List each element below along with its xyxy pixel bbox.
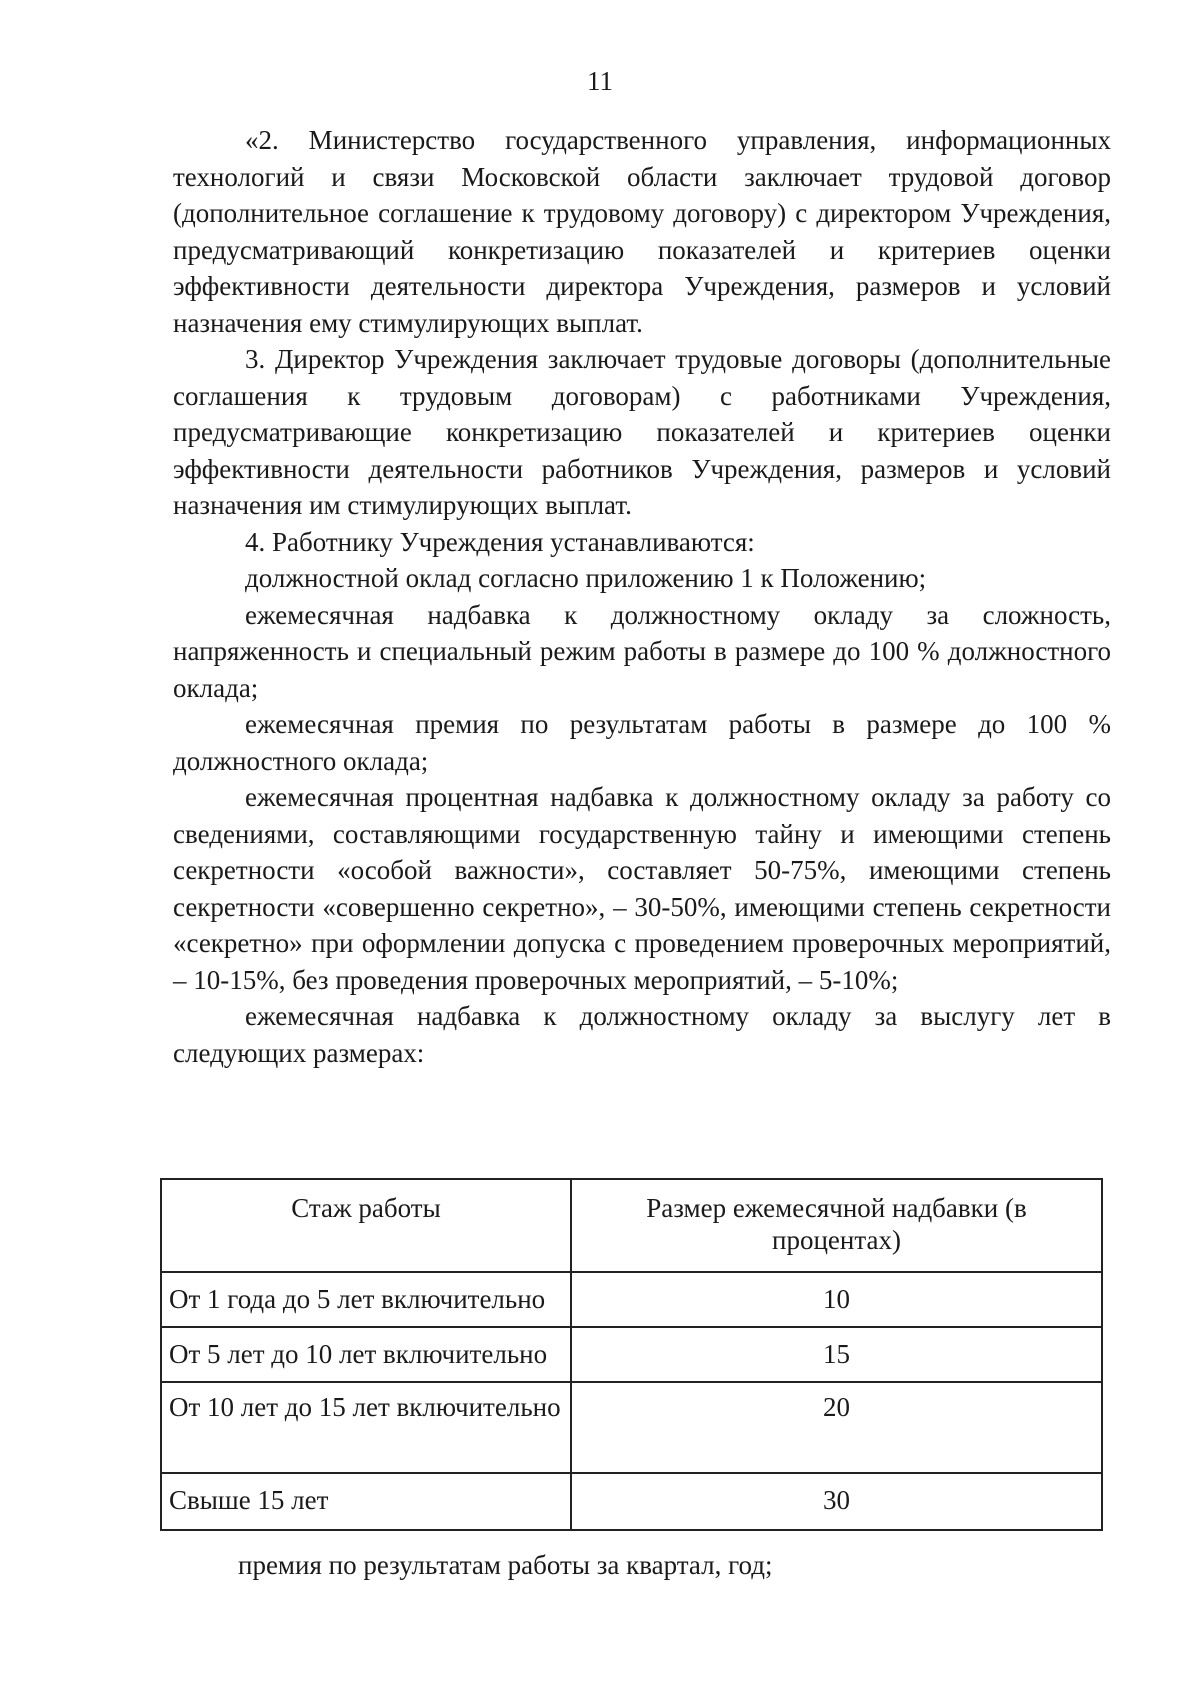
paragraph-item-3: 3. Директор Учреждения заключает трудовые договоры (дополнительные соглашения к трудовым договорам) с работниками Учреждения, предусматривающие конкретизацию показателей и критериев оценки эффективности деятельности работников Учреждения, размеров и условий назначения им стимулирующих выплат. [173,344,1111,520]
paragraph-complexity-allowance: ежемесячная надбавка к должностному окладу за сложность, напряженность и специальный режим работы в размере до 100 % должностного оклада; [173,599,1111,703]
table-row [161,1382,1102,1473]
table-header-experience: Стаж работы [161,1179,571,1272]
paragraph-item-2: «2. Министерство государственного управления, информационных технологий и связи Московской области заключает трудовой договор (дополнительное соглашение к трудовому договору) с директором Учреждения, предусматривающий конкретизацию показателей и критериев оценки эффективности деятельности директора Учреждения, размеров и условий назначения ему стимулирующих выплат. [173,125,1111,338]
paragraph-monthly-bonus: ежемесячная премия по результатам работы в размере до 100 % должностного оклада; [173,709,1111,776]
page-number: 11 [587,66,613,96]
paragraph-seniority-allowance: ежемесячная надбавка к должностному окладу за выслугу лет в следующих размерах: [173,1001,1111,1068]
table-cell-experience: От 5 лет до 10 лет включительно [161,1327,571,1382]
table-cell-percent: 10 [571,1272,1102,1327]
table-cell-experience: Свыше 15 лет [161,1473,571,1530]
paragraph-base-salary: должностной оклад согласно приложению 1 к Положению; [245,563,927,593]
table-row [161,1272,1102,1327]
seniority-allowance-table [160,1178,1103,1531]
table-row [161,1473,1102,1530]
document-body [173,122,1111,1071]
table-cell-percent: 20 [571,1382,1102,1473]
paragraph-secrecy-allowance: ежемесячная процентная надбавка к должностному окладу за работу со сведениями, составляющими государственную тайну и имеющими степень секретности «особой важности», составляет 50-75%, имеющими степень секретности «совершенно секретно», – 30-50%, имеющими степень секретности «секретно» при оформлении допуска с проведением проверочных мероприятий, – 10-15%, без проведения проверочных мероприятий, – 5-10%; [173,782,1111,995]
table-cell-experience: От 10 лет до 15 лет включительно [161,1382,571,1473]
table-cell-percent: 30 [571,1473,1102,1530]
paragraph-quarterly-bonus: премия по результатам работы за квартал, год; [238,1550,773,1580]
table-cell-experience: От 1 года до 5 лет включительно [161,1272,571,1327]
table-header-row [161,1179,1102,1272]
table-header-percent: Размер ежемесячной надбавки (в процентах) [571,1179,1102,1272]
paragraph-item-4: 4. Работнику Учреждения устанавливаются: [245,526,755,557]
table-row [161,1327,1102,1382]
table-cell-percent: 15 [571,1327,1102,1382]
